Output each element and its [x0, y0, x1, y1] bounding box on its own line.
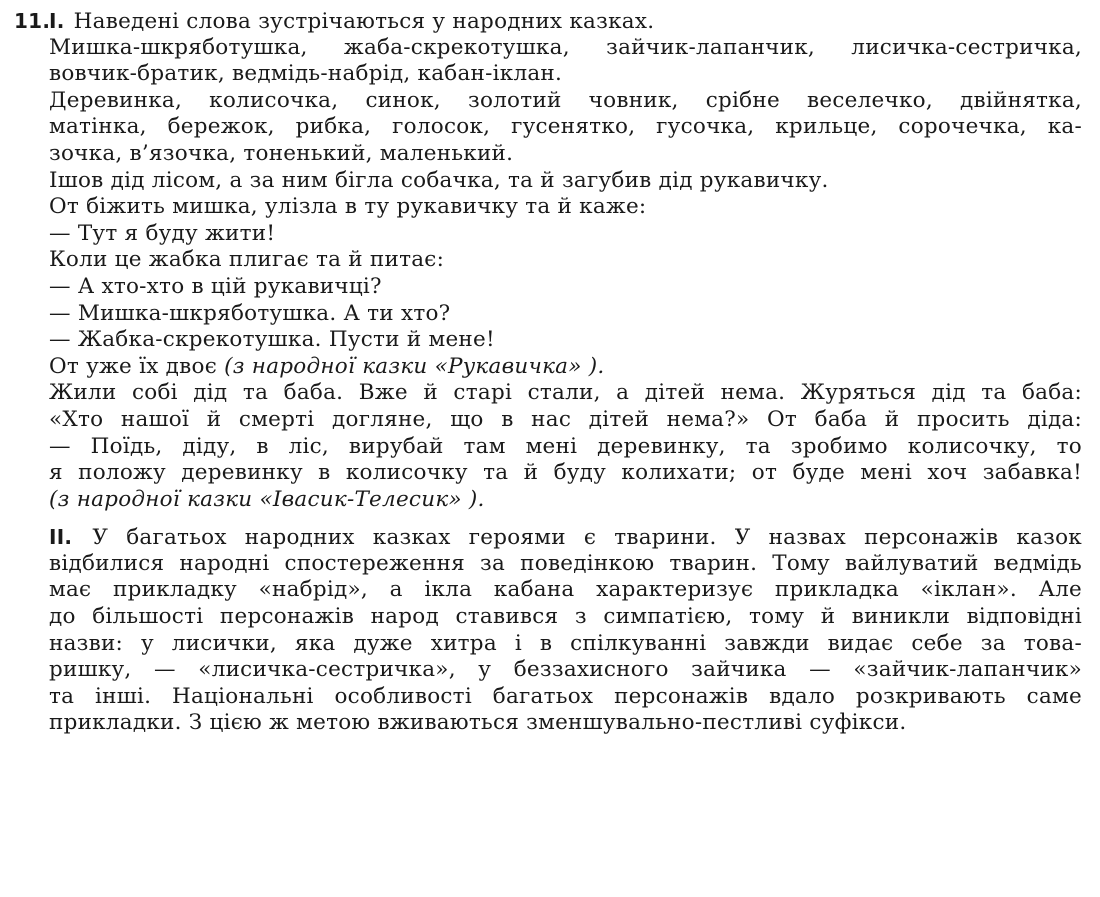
text-line: Ішов дід лісом, а за ним бігла собачка, та й загубив дід рукавичку. [49, 167, 829, 193]
source-citation: (з народної казки «Рукавичка» ). [224, 353, 605, 379]
paragraph-line: прикладки. З цією ж метою вживаються зменшувально-пестливі суфікси. [49, 710, 907, 736]
exercise-number: 11. [14, 9, 51, 33]
paragraph-line: та інші. Національні особливості багатьох персонажів вдало розкривають саме [49, 683, 1082, 709]
paragraph-line: має прикладку «набрід», а ікла кабана характеризує прикладка «іклан». Але [49, 577, 1082, 603]
dialogue-line: — Поїдь, діду, в ліс, вирубай там мені деревинку, та зробимо колисочку, то [49, 433, 1082, 459]
text-line: Жили собі дід та баба. Вже й старі стали, а дітей нема. Журяться дід та баба: [49, 380, 1082, 406]
part-1-label: I. [49, 9, 65, 33]
dialogue-line: — Мишка-шкряботушка. А ти хто? [49, 300, 451, 326]
part-2-label: II. [49, 525, 73, 550]
dialogue-line: — Тут я буду жити! [49, 220, 276, 246]
dialogue-line: — Жабка-скрекотушка. Пусти й мене! [49, 327, 495, 353]
word-list-line: матінка, бережок, рибка, голосок, гусенятко, гусочка, крильце, сорочечка, ка- [49, 114, 1082, 140]
text-line-with-source [14, 354, 1082, 381]
paragraph-line: назви: у лисички, яка дуже хитра і в спілкуванні завжди видає себе за това- [49, 630, 1082, 656]
word-list-line: вовчик-братик, ведмідь-набрід, кабан-іклан. [49, 61, 563, 87]
word-list-line: зочка, в’язочка, тоненький, маленький. [49, 140, 514, 166]
paragraph-text: У багатьох народних казках героями є тварини. У назвах персонажів казок [92, 525, 1082, 551]
word-list-line: Деревинка, колисочка, синок, золотий човник, срібне веселечко, двійнятка, [49, 87, 1082, 113]
paragraph-line: ришку, — «лисичка-сестричка», у беззахисного зайчика — «зайчик-лапанчик» [49, 657, 1082, 683]
text-line: От біжить мишка, улізла в ту рукавичку та й каже: [49, 194, 647, 220]
text-line: Коли це жабка плигає та й питає: [49, 247, 445, 273]
paragraph-line: до більшості персонажів народ ставився з симпатією, тому й виникли відповідні [49, 604, 1082, 630]
text-line: я положу деревинку в колисочку та й буду колихати; от буде мені хоч забавка! [49, 460, 1082, 486]
exercise-heading [14, 8, 1082, 35]
word-list-line: Мишка-шкряботушка, жаба-скрекотушка, зайчик-лапанчик, лисичка-сестричка, [49, 34, 1082, 60]
part-2-first-line [14, 524, 1082, 551]
source-citation: (з народної казки «Івасик-Телесик» ). [49, 486, 485, 512]
instruction-text: Наведені слова зустрічаються у народних казках. [73, 9, 655, 34]
paragraph-line: відбилися народні спостереження за поведінкою тварин. Тому вайлуватий ведмідь [49, 550, 1082, 576]
dialogue-line: — А хто-хто в цій рукавичці? [49, 273, 382, 299]
text-line: От уже їх двоє [49, 353, 218, 379]
text-line: «Хто нашої й смерті догляне, що в нас дітей нема?» От баба й просить діда: [49, 406, 1082, 432]
section-gap [14, 513, 1082, 524]
